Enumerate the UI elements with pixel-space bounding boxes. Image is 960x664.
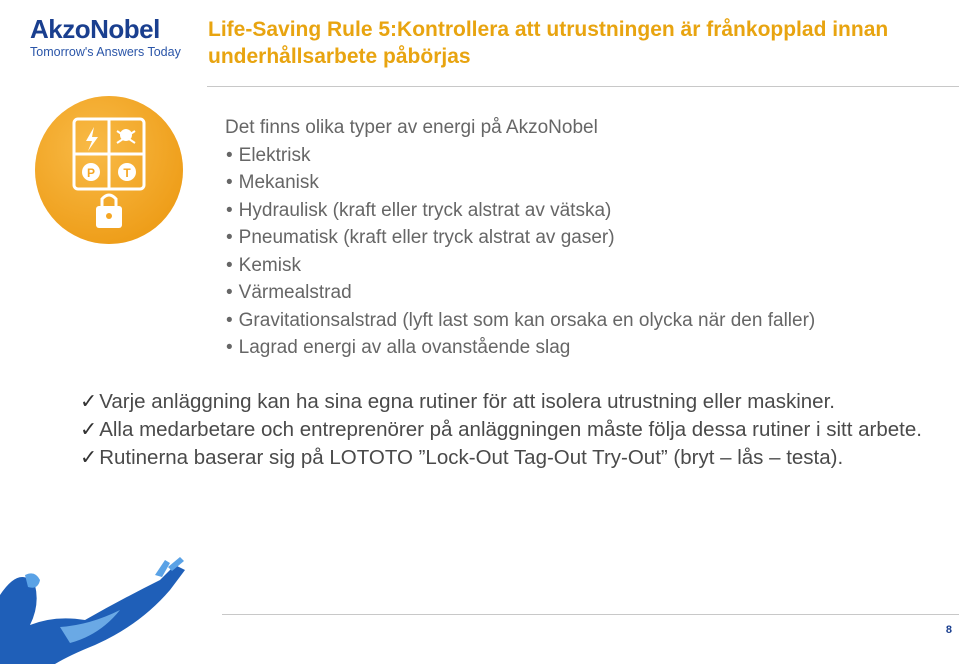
energy-types-list	[225, 114, 945, 362]
list-item: • Gravitationsalstrad (lyft last som kan orsaka en olycka när den faller)	[225, 307, 945, 335]
list-item: • Mekanisk	[225, 169, 945, 197]
checklist	[80, 388, 955, 472]
title-divider	[207, 86, 959, 87]
check-item: ✓ Alla medarbetare och entreprenörer på anläggningen måste följa dessa rutiner i sitt arbete.	[80, 416, 955, 444]
footer-divider	[222, 614, 959, 615]
list-item: • Värmealstrad	[225, 279, 945, 307]
check-item: ✓ Rutinerna baserar sig på LOTOTO ”Lock-Out Tag-Out Try-Out” (bryt – lås – testa).	[80, 444, 955, 472]
list-item: • Kemisk	[225, 252, 945, 280]
badge-letter-p: P	[86, 166, 96, 180]
slide-title: Life-Saving Rule 5:Kontrollera att utrustningen är frånkopplad innan underhållsarbete påbörjas	[208, 18, 889, 68]
badge-letter-t: T	[123, 166, 131, 180]
page-number: 8	[945, 624, 952, 636]
logo-name: AkzoNobel	[30, 14, 160, 44]
energy-intro: Det finns olika typer av energi på AkzoNobel	[225, 117, 598, 138]
akzonobel-logo	[30, 14, 195, 60]
lockout-energy-icon	[34, 95, 184, 245]
list-item: • Lagrad energi av alla ovanstående slag	[225, 334, 945, 362]
logo-tagline: Tomorrow's Answers Today	[30, 45, 181, 59]
reaching-figure-icon	[0, 555, 200, 664]
check-item: ✓ Varje anläggning kan ha sina egna rutiner för att isolera utrustning eller maskiner.	[80, 388, 955, 416]
list-item: • Elektrisk	[225, 142, 945, 170]
list-item: • Pneumatisk (kraft eller tryck alstrat av gaser)	[225, 224, 945, 252]
list-item: • Hydraulisk (kraft eller tryck alstrat av vätska)	[225, 197, 945, 225]
